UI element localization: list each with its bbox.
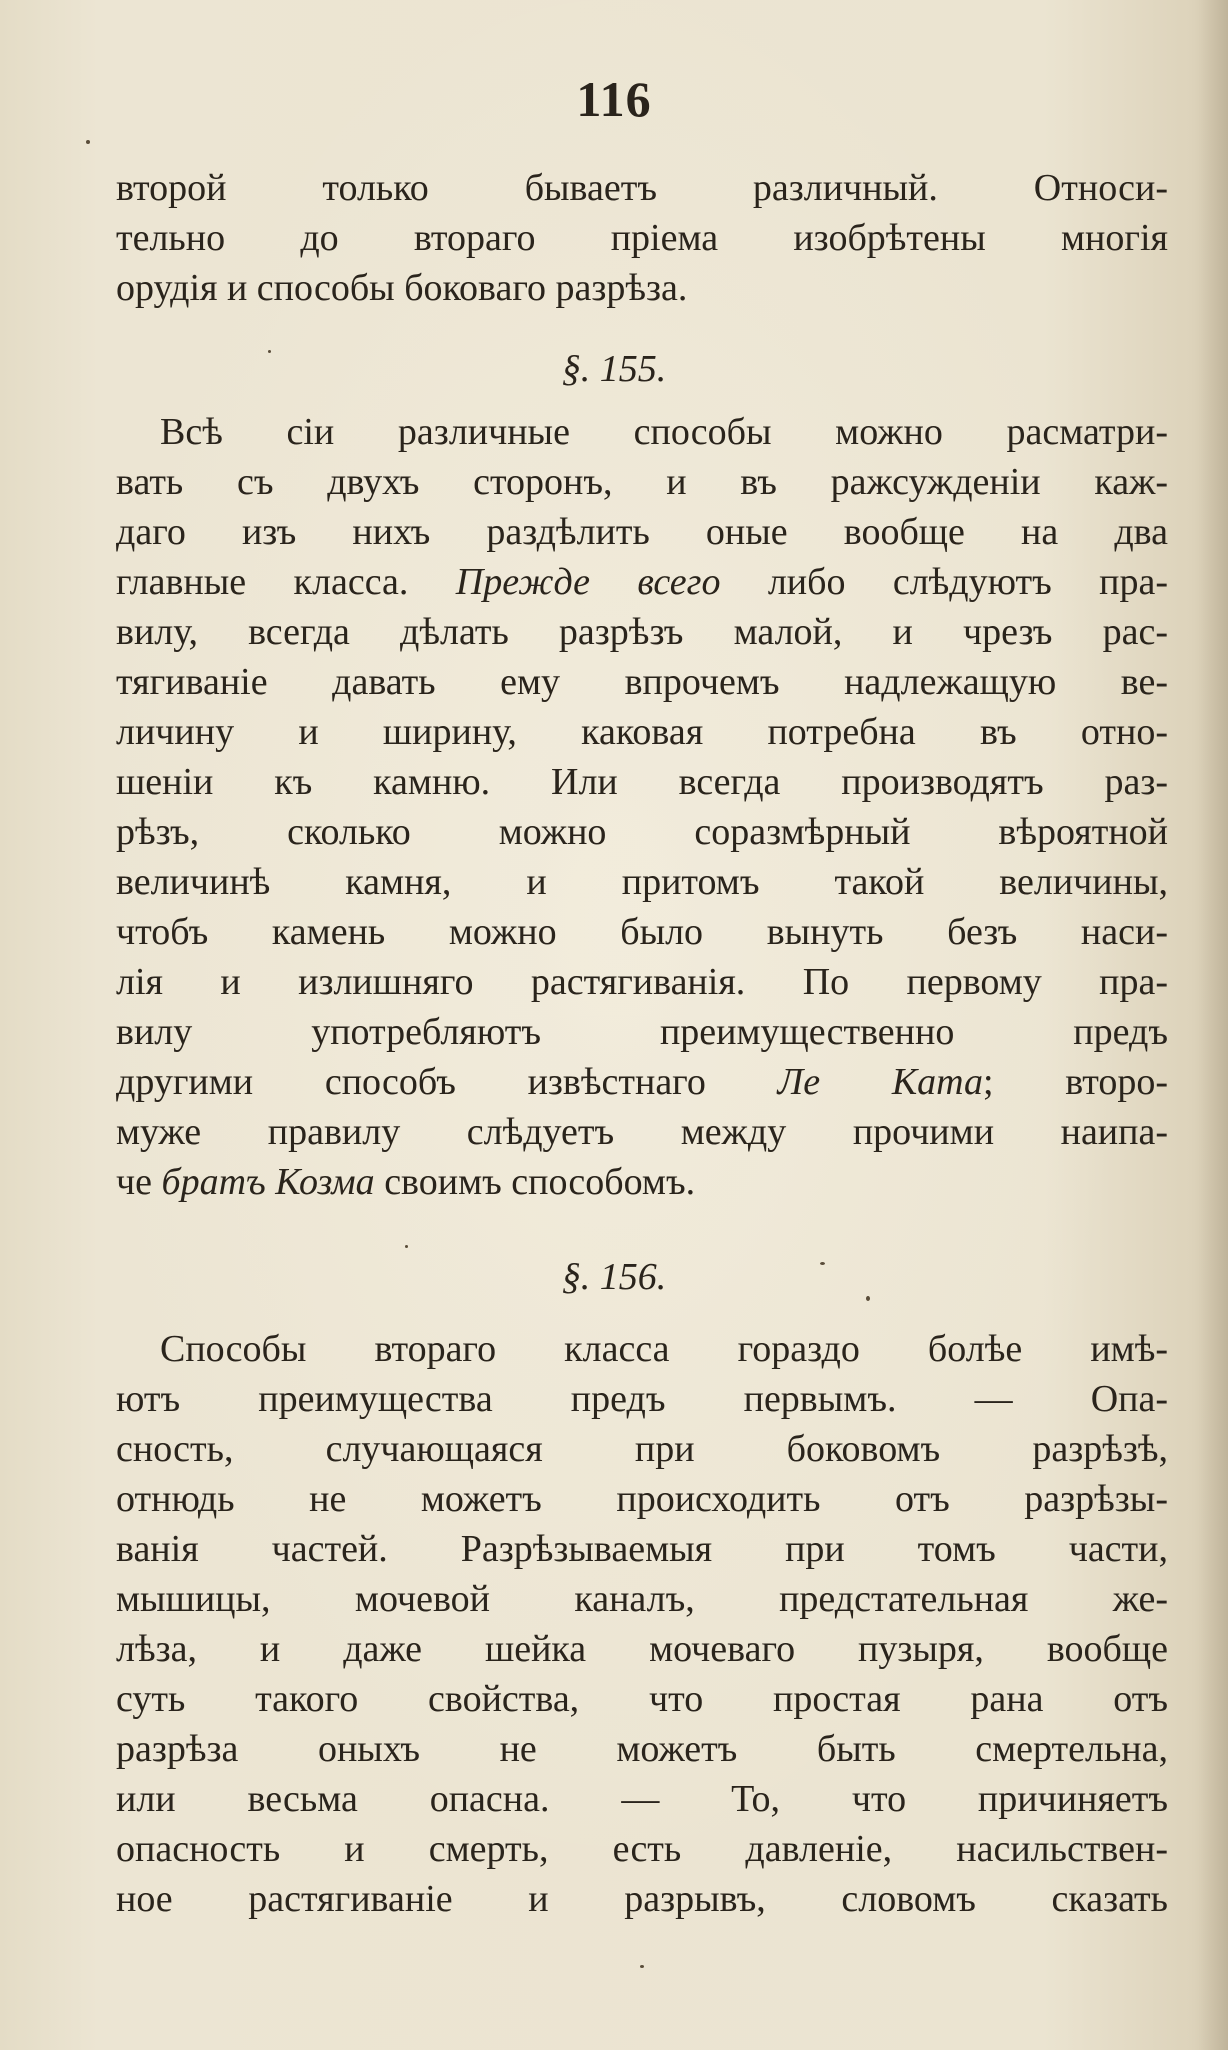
text-span: либо слѣдуютъ пра- — [767, 561, 1168, 603]
text-line: разрѣза оныхъ не можетъ быть смертельна, — [116, 1728, 1168, 1770]
text-line: тельно до втораго прiема изобрѣтены многiя — [116, 217, 1168, 259]
text-line: тягиванiе давать ему впрочемъ надлежащую ве- — [116, 661, 1168, 703]
text-line: вилу, всегда дѣлать разрѣзъ малой, и чрезъ рас- — [116, 611, 1168, 653]
text-line: шенiи къ камню. Или всегда производятъ раз- — [116, 761, 1168, 803]
paper-speck — [820, 1262, 825, 1265]
text-line: опасность и смерть, есть давленiе, насильствен- — [116, 1828, 1168, 1870]
text-line: величинѣ камня, и притомъ такой величины, — [116, 861, 1168, 903]
text-line — [116, 1158, 1168, 1207]
text-line: ванiя частей. Разрѣзываемыя при томъ части, — [116, 1528, 1168, 1570]
page-edge-shadow — [1198, 0, 1228, 2050]
text-line: чтобъ камень можно было вынуть безъ наси- — [116, 911, 1168, 953]
text-line: Всѣ сiи различные способы можно расматри- — [160, 411, 1168, 453]
text-line: ютъ преимущества предъ первымъ. — Опа- — [116, 1378, 1168, 1420]
section-heading-155: §. 155. — [561, 348, 667, 390]
text-span: другими способъ извѣстнаго — [116, 1061, 706, 1103]
page-number: 116 — [576, 71, 652, 127]
text-span: че — [116, 1161, 152, 1203]
italic-phrase: Ле Ката — [777, 1061, 983, 1103]
section-heading-156: §. 156. — [561, 1256, 667, 1298]
text-line: вать съ двухъ сторонъ, и въ ражсужденiи каж- — [116, 461, 1168, 503]
paper-speck — [86, 140, 90, 144]
text-line: мышицы, мочевой каналъ, предстательная же- — [116, 1578, 1168, 1620]
italic-phrase: братъ Козма — [161, 1161, 375, 1203]
italic-phrase: Прежде всего — [455, 561, 721, 603]
text-line: орудiя и способы боковаго разрѣза. — [116, 267, 688, 309]
text-line: суть такого свойства, что простая рана отъ — [116, 1678, 1168, 1720]
text-line: ное растягиванiе и разрывъ, словомъ сказать — [116, 1878, 1168, 1920]
paper-speck — [405, 1245, 408, 1248]
text-line — [116, 558, 1168, 607]
text-line: вилу употребляютъ преимущественно предъ — [116, 1011, 1168, 1053]
text-line: второй только бываетъ различный. Относи- — [116, 167, 1168, 209]
text-line: рѣзъ, сколько можно соразмѣрный вѣроятной — [116, 811, 1168, 853]
text-line: отнюдь не можетъ происходить отъ разрѣзы- — [116, 1478, 1168, 1520]
text-line: муже правилу слѣдуетъ между прочими наипа- — [116, 1111, 1168, 1153]
text-line: лiя и излишняго растягиванiя. По первому пра- — [116, 961, 1168, 1003]
text-span: своимъ способомъ. — [384, 1161, 696, 1203]
paper-speck — [866, 1296, 870, 1301]
text-line: или весьма опасна. — То, что причиняетъ — [116, 1778, 1168, 1820]
paper-speck — [640, 1965, 644, 1968]
text-line: даго изъ нихъ раздѣлить оные вообще на два — [116, 511, 1168, 553]
text-line: сность, случающаяся при боковомъ разрѣзѣ, — [116, 1428, 1168, 1470]
text-line: личину и ширину, каковая потребна въ отно- — [116, 711, 1168, 753]
text-line — [116, 1058, 1168, 1107]
text-line: Способы втораго класса гораздо болѣе имѣ- — [160, 1328, 1168, 1370]
text-span: ; второ- — [982, 1061, 1168, 1103]
text-line: лѣза, и даже шейка мочеваго пузыря, вообще — [116, 1628, 1168, 1670]
paper-speck — [268, 350, 271, 353]
text-span: главные класса. — [116, 561, 409, 603]
